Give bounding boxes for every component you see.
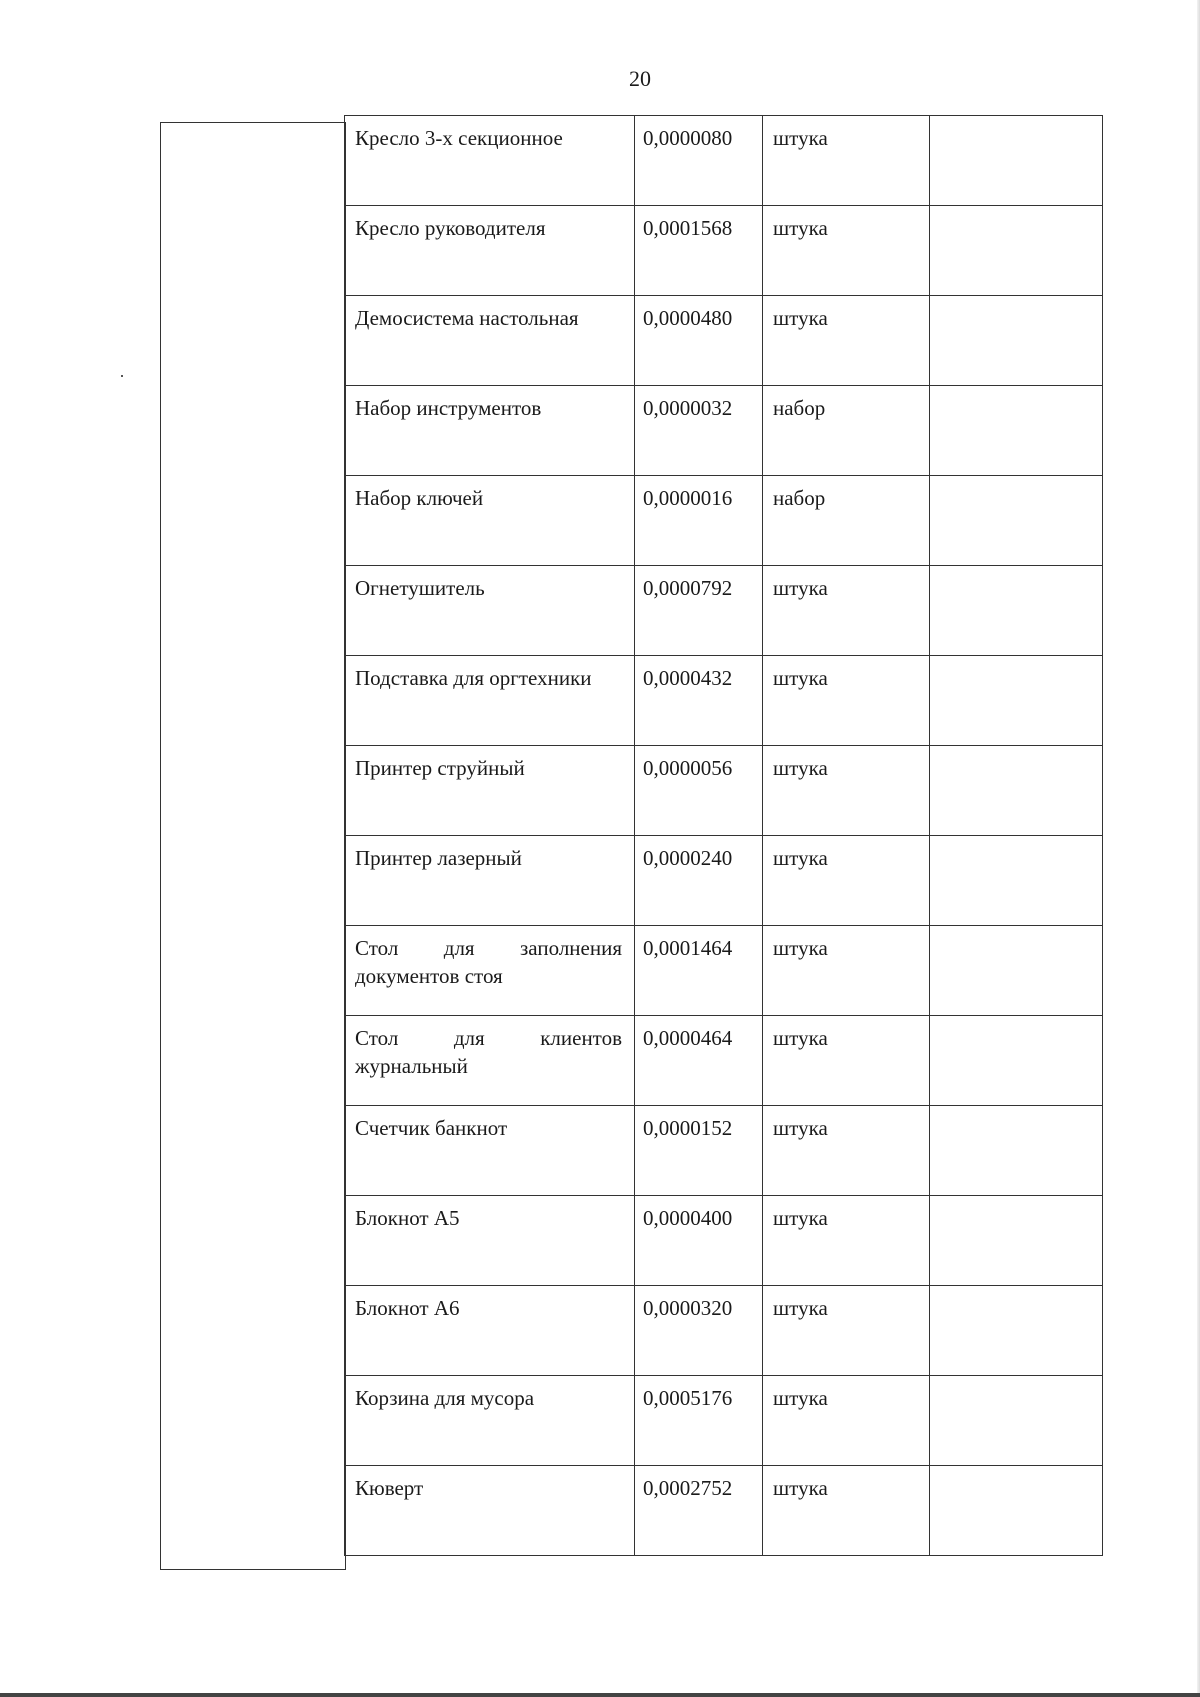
item-value: 0,0000152 [635, 1106, 763, 1196]
table-row [345, 746, 1103, 836]
table-row [345, 476, 1103, 566]
item-unit: штука [763, 206, 930, 296]
item-value: 0,0000464 [635, 1016, 763, 1106]
item-unit: штука [763, 1106, 930, 1196]
item-name: Стол для заполнения документов стоя [345, 926, 635, 1016]
item-empty-cell [930, 836, 1103, 926]
item-empty-cell [930, 1286, 1103, 1376]
item-value: 0,0000792 [635, 566, 763, 656]
table-row [345, 926, 1103, 1016]
item-name: Подставка для оргтехники [345, 656, 635, 746]
item-value: 0,0000432 [635, 656, 763, 746]
scan-bottom-edge [0, 1693, 1200, 1697]
items-grid [344, 115, 1103, 1556]
item-unit: штука [763, 836, 930, 926]
scan-speck [121, 375, 123, 377]
item-empty-cell [930, 926, 1103, 1016]
item-unit: штука [763, 1016, 930, 1106]
item-unit: штука [763, 746, 930, 836]
item-empty-cell [930, 1016, 1103, 1106]
item-value: 0,0001464 [635, 926, 763, 1016]
table-row [345, 1376, 1103, 1466]
item-unit: штука [763, 1286, 930, 1376]
merged-left-cell [160, 122, 346, 1570]
item-value: 0,0000240 [635, 836, 763, 926]
item-name: Кюверт [345, 1466, 635, 1556]
item-unit: штука [763, 116, 930, 206]
item-name: Демосистема настольная [345, 296, 635, 386]
item-value: 0,0000480 [635, 296, 763, 386]
item-name: Кресло 3-х секционное [345, 116, 635, 206]
item-empty-cell [930, 566, 1103, 656]
item-value: 0,0000056 [635, 746, 763, 836]
item-unit: набор [763, 476, 930, 566]
item-empty-cell [930, 296, 1103, 386]
item-empty-cell [930, 656, 1103, 746]
item-value: 0,0001568 [635, 206, 763, 296]
item-empty-cell [930, 476, 1103, 566]
item-name: Принтер струйный [345, 746, 635, 836]
item-empty-cell [930, 206, 1103, 296]
item-value: 0,0005176 [635, 1376, 763, 1466]
item-empty-cell [930, 1196, 1103, 1286]
item-name: Стол для клиентов журнальный [345, 1016, 635, 1106]
item-name: Набор ключей [345, 476, 635, 566]
item-value: 0,0002752 [635, 1466, 763, 1556]
item-value: 0,0000080 [635, 116, 763, 206]
item-unit: штука [763, 656, 930, 746]
item-value: 0,0000400 [635, 1196, 763, 1286]
item-unit: штука [763, 1466, 930, 1556]
page-number: 20 [629, 66, 651, 91]
item-empty-cell [930, 116, 1103, 206]
item-name: Кресло руководителя [345, 206, 635, 296]
item-unit: штука [763, 926, 930, 1016]
item-name: Корзина для мусора [345, 1376, 635, 1466]
table-row [345, 296, 1103, 386]
table-row [345, 116, 1103, 206]
table-row [345, 1286, 1103, 1376]
item-empty-cell [930, 386, 1103, 476]
table-row [345, 1196, 1103, 1286]
item-unit: штука [763, 1196, 930, 1286]
item-value: 0,0000016 [635, 476, 763, 566]
items-table [160, 115, 1102, 1570]
item-empty-cell [930, 1376, 1103, 1466]
item-value: 0,0000320 [635, 1286, 763, 1376]
item-name: Блокнот А6 [345, 1286, 635, 1376]
item-name: Блокнот А5 [345, 1196, 635, 1286]
item-empty-cell [930, 1106, 1103, 1196]
item-empty-cell [930, 746, 1103, 836]
table-row [345, 1466, 1103, 1556]
item-name: Огнетушитель [345, 566, 635, 656]
table-row [345, 566, 1103, 656]
table-row [345, 1016, 1103, 1106]
item-name: Принтер лазерный [345, 836, 635, 926]
item-empty-cell [930, 1466, 1103, 1556]
item-unit: штука [763, 566, 930, 656]
item-name: Набор инструментов [345, 386, 635, 476]
table-row [345, 656, 1103, 746]
item-value: 0,0000032 [635, 386, 763, 476]
item-name: Счетчик банкнот [345, 1106, 635, 1196]
item-unit: штука [763, 1376, 930, 1466]
table-row [345, 386, 1103, 476]
table-row [345, 206, 1103, 296]
item-unit: набор [763, 386, 930, 476]
item-unit: штука [763, 296, 930, 386]
table-row [345, 836, 1103, 926]
table-row [345, 1106, 1103, 1196]
